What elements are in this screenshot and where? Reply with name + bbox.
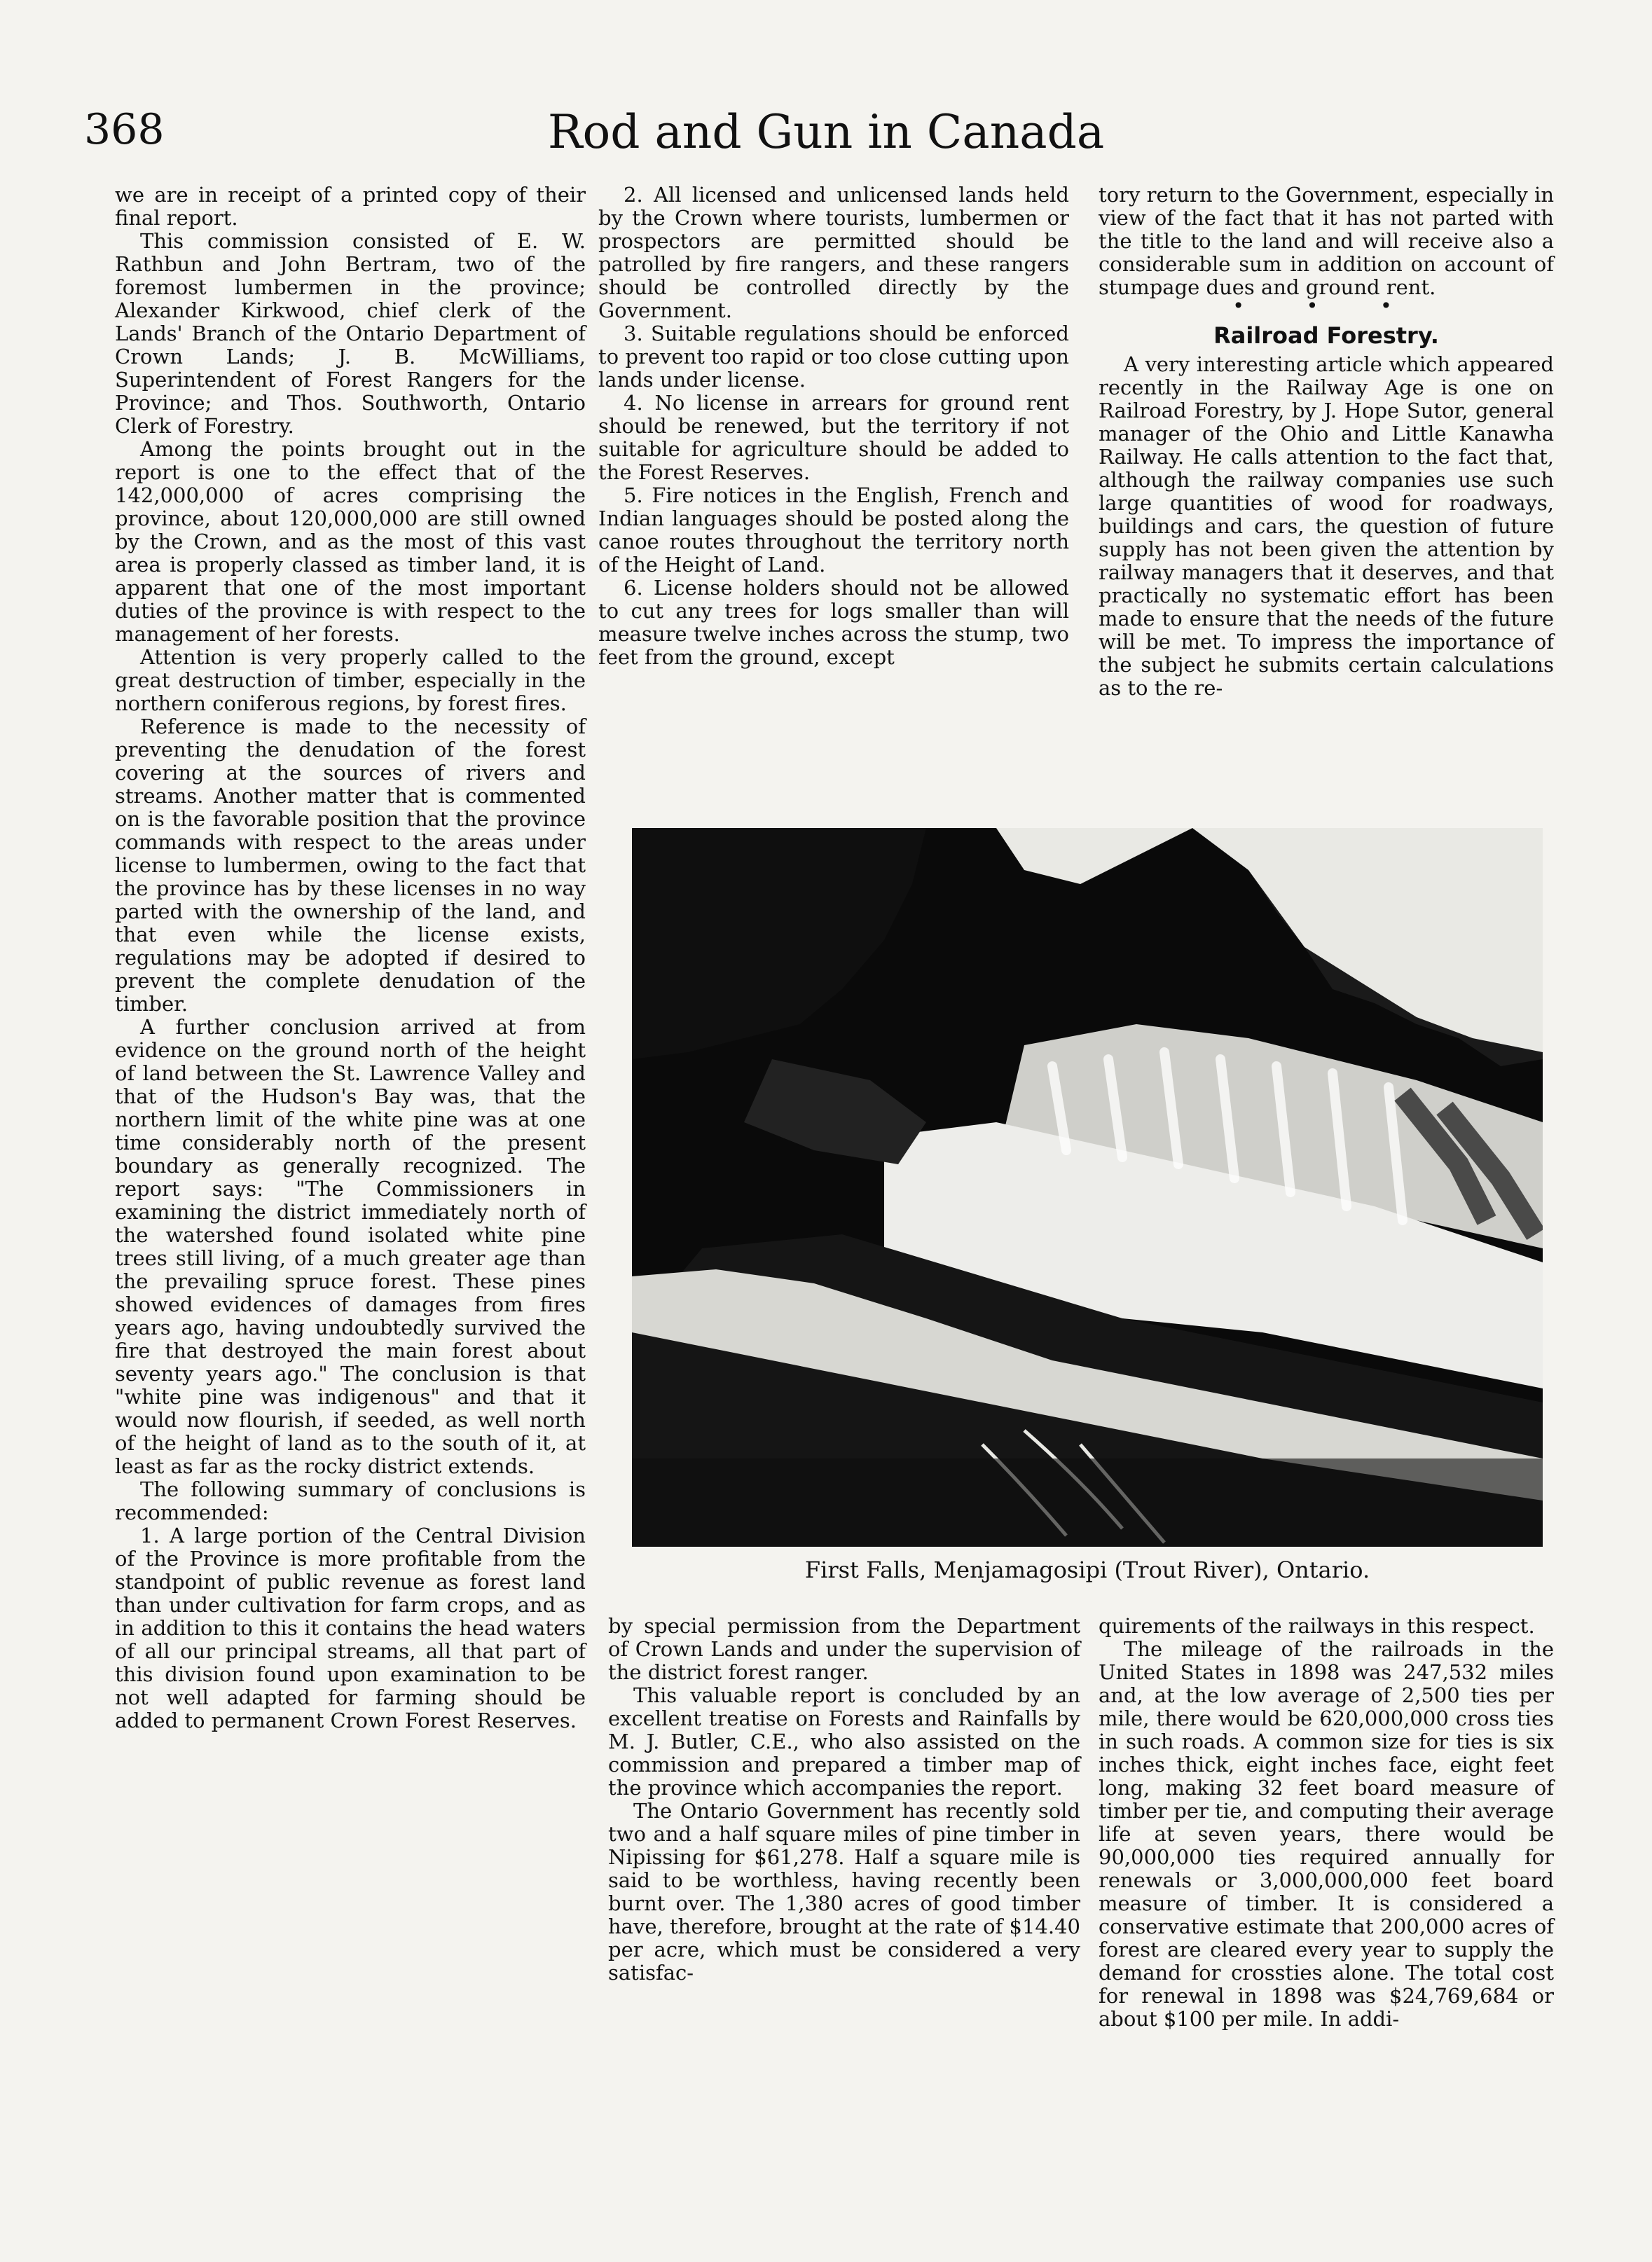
figure-caption: First Falls, Menjamagosipi (Trout River), Ontario.: [804, 1557, 1370, 1583]
paragraph: quirements of the railways in this respect.: [1099, 1614, 1535, 1638]
paragraph: 4. No license in arrears for ground rent should be renewed, but the territory if not suitable for agriculture should be added to the Forest Reserves.: [598, 391, 1069, 484]
paragraph: This commission consisted of E. W. Rathbun and John Bertram, two of the foremost lumbermen in the province; Alexander Kirkwood, chief clerk of the Lands' Branch of the Ontario Department of Crown Lands; J. B. McWilliams, Superintendent of Forest Rangers for the Province; and Thos. Southworth, Ontario Clerk of Forestry.: [115, 229, 586, 438]
left-column: [115, 184, 586, 1732]
paragraph: Reference is made to the necessity of preventing the denudation of the forest covering at the sources of rivers and streams. Another matter that is commented on is the favorable position that the province commands with respect to the areas under license to lumbermen, owing to the fact that the province has by these licenses in no way parted with the ownership of the land, and that even while the license exists, regulations may be adopted if desired to prevent the complete denudation of the timber.: [115, 715, 586, 1016]
waterfall-photo: [632, 828, 1543, 1547]
paragraph: by special permission from the Department of Crown Lands and under the supervision of the district forest ranger.: [608, 1614, 1080, 1684]
paragraph: The following summary of conclusions is recommended:: [115, 1477, 586, 1524]
paragraph: Among the points brought out in the report is one to the effect that of the 142,000,000 of acres comprising the province, about 120,000,000 are still owned by the Crown, and as the most of this vast area is properly classed as timber land, it is apparent that one of the most important duties of the province is with respect to the management of her forests.: [115, 437, 586, 646]
section-heading: Railroad Forestry.: [1213, 322, 1439, 349]
right-column-bottom: [1099, 1615, 1554, 2031]
paragraph: A very interesting article which appeared recently in the Railway Age is one on Railroad Forestry, by J. Hope Sutor, general manager of the Ohio and Little Kanawha Railway. He calls attention to the fact that, although the railway companies use such large quantities of wood for roadways, buildings and cars, the question of future supply has not been given the attention by railway managers that it deserves, and that practically no systematic effort has been made to ensure that the needs of the future will be met. To impress the importance of the subject he submits certain calculations as to the re-: [1099, 352, 1554, 700]
paragraph: The mileage of the railroads in the United States in 1898 was 247,532 miles and, at the low average of 2,500 ties per mile, there would be 620,000,000 cross ties in such roads. A common size for ties is six inches thick, eight inches face, eight feet long, making 32 feet board measure of timber per tie, and computing their average life at seven years, there would be 90,000,000 ties required annually for renewals or 3,000,000,000 feet board measure of timber. It is considered a conservative estimate that 200,000 acres of forest are cleared every year to supply the demand for crossties alone. The total cost for renewal in 1898 was $24,769,684 or about $100 per mile. In addi-: [1099, 1637, 1554, 2031]
middle-column-bottom: [608, 1615, 1080, 1985]
paragraph: The Ontario Government has recently sold two and a half square miles of pine timber in Nipissing for $61,278. Half a square mile is said to be worthless, having recently been burnt over. The 1,380 acres of good timber have, therefore, brought at the rate of $14.40 per acre, which must be considered a very satisfac-: [608, 1799, 1080, 1985]
right-column-top: [1099, 184, 1554, 700]
paragraph: tory return to the Government, especially in view of the fact that it has not parted with the title to the land and will receive also a considerable sum in addition on account of stumpage dues and ground rent.: [1099, 183, 1554, 299]
paragraph: 6. License holders should not be allowed to cut any trees for logs smaller than will measure twelve inches across the stump, two feet from the ground, except: [598, 576, 1069, 669]
paragraph: A further conclusion arrived at from evidence on the ground north of the height of land between the St. Lawrence Valley and that of the Hudson's Bay was, that the northern limit of the white pine was at one time considerably north of the present boundary as generally recognized. The report says: "The Commissioners in examining the district immediately north of the watershed found isolated white pine trees still living, of a much greater age than the prevailing spruce forest. These pines showed evidences of damages from fires years ago, having undoubtedly survived the fire that destroyed the main forest about seventy years ago." The conclusion is that "white pine was indigenous" and that it would now flourish, if seeded, as well north of the height of land as to the south of it, at least as far as the rocky district extends.: [115, 1015, 586, 1478]
paragraph: 2. All licensed and unlicensed lands held by the Crown where tourists, lumbermen or prospectors are permitted should be patrolled by fire rangers, and these rangers should be controlled directly by the Government.: [598, 183, 1069, 322]
page-number: 368: [84, 105, 165, 154]
paragraph: 3. Suitable regulations should be enforced to prevent too rapid or too close cutting upon lands under license.: [598, 322, 1069, 392]
middle-column-top: [598, 184, 1069, 669]
section-ornament: • • •: [1232, 294, 1420, 317]
paragraph: Attention is very properly called to the great destruction of timber, especially in the northern coniferous regions, by forest fires.: [115, 645, 586, 715]
paragraph: This valuable report is concluded by an excellent treatise on Forests and Rainfalls by M. J. Butler, C.E., who also assisted on the commission and prepared a timber map of the province which accompanies the report.: [608, 1683, 1080, 1800]
paragraph: 1. A large portion of the Central Division of the Province is more profitable from the standpoint of public revenue as forest land than under cultivation for farm crops, and as in addition to this it contains the head waters of all our principal streams, all that part of this division found upon examination to be not well adapted for farming should be added to permanent Crown Forest Reserves.: [115, 1524, 586, 1732]
paragraph: 5. Fire notices in the English, French and Indian languages should be posted along the canoe routes throughout the territory north of the Height of Land.: [598, 483, 1069, 577]
running-title: Rod and Gun in Canada: [547, 105, 1105, 159]
paragraph: we are in receipt of a printed copy of their final report.: [115, 183, 586, 230]
